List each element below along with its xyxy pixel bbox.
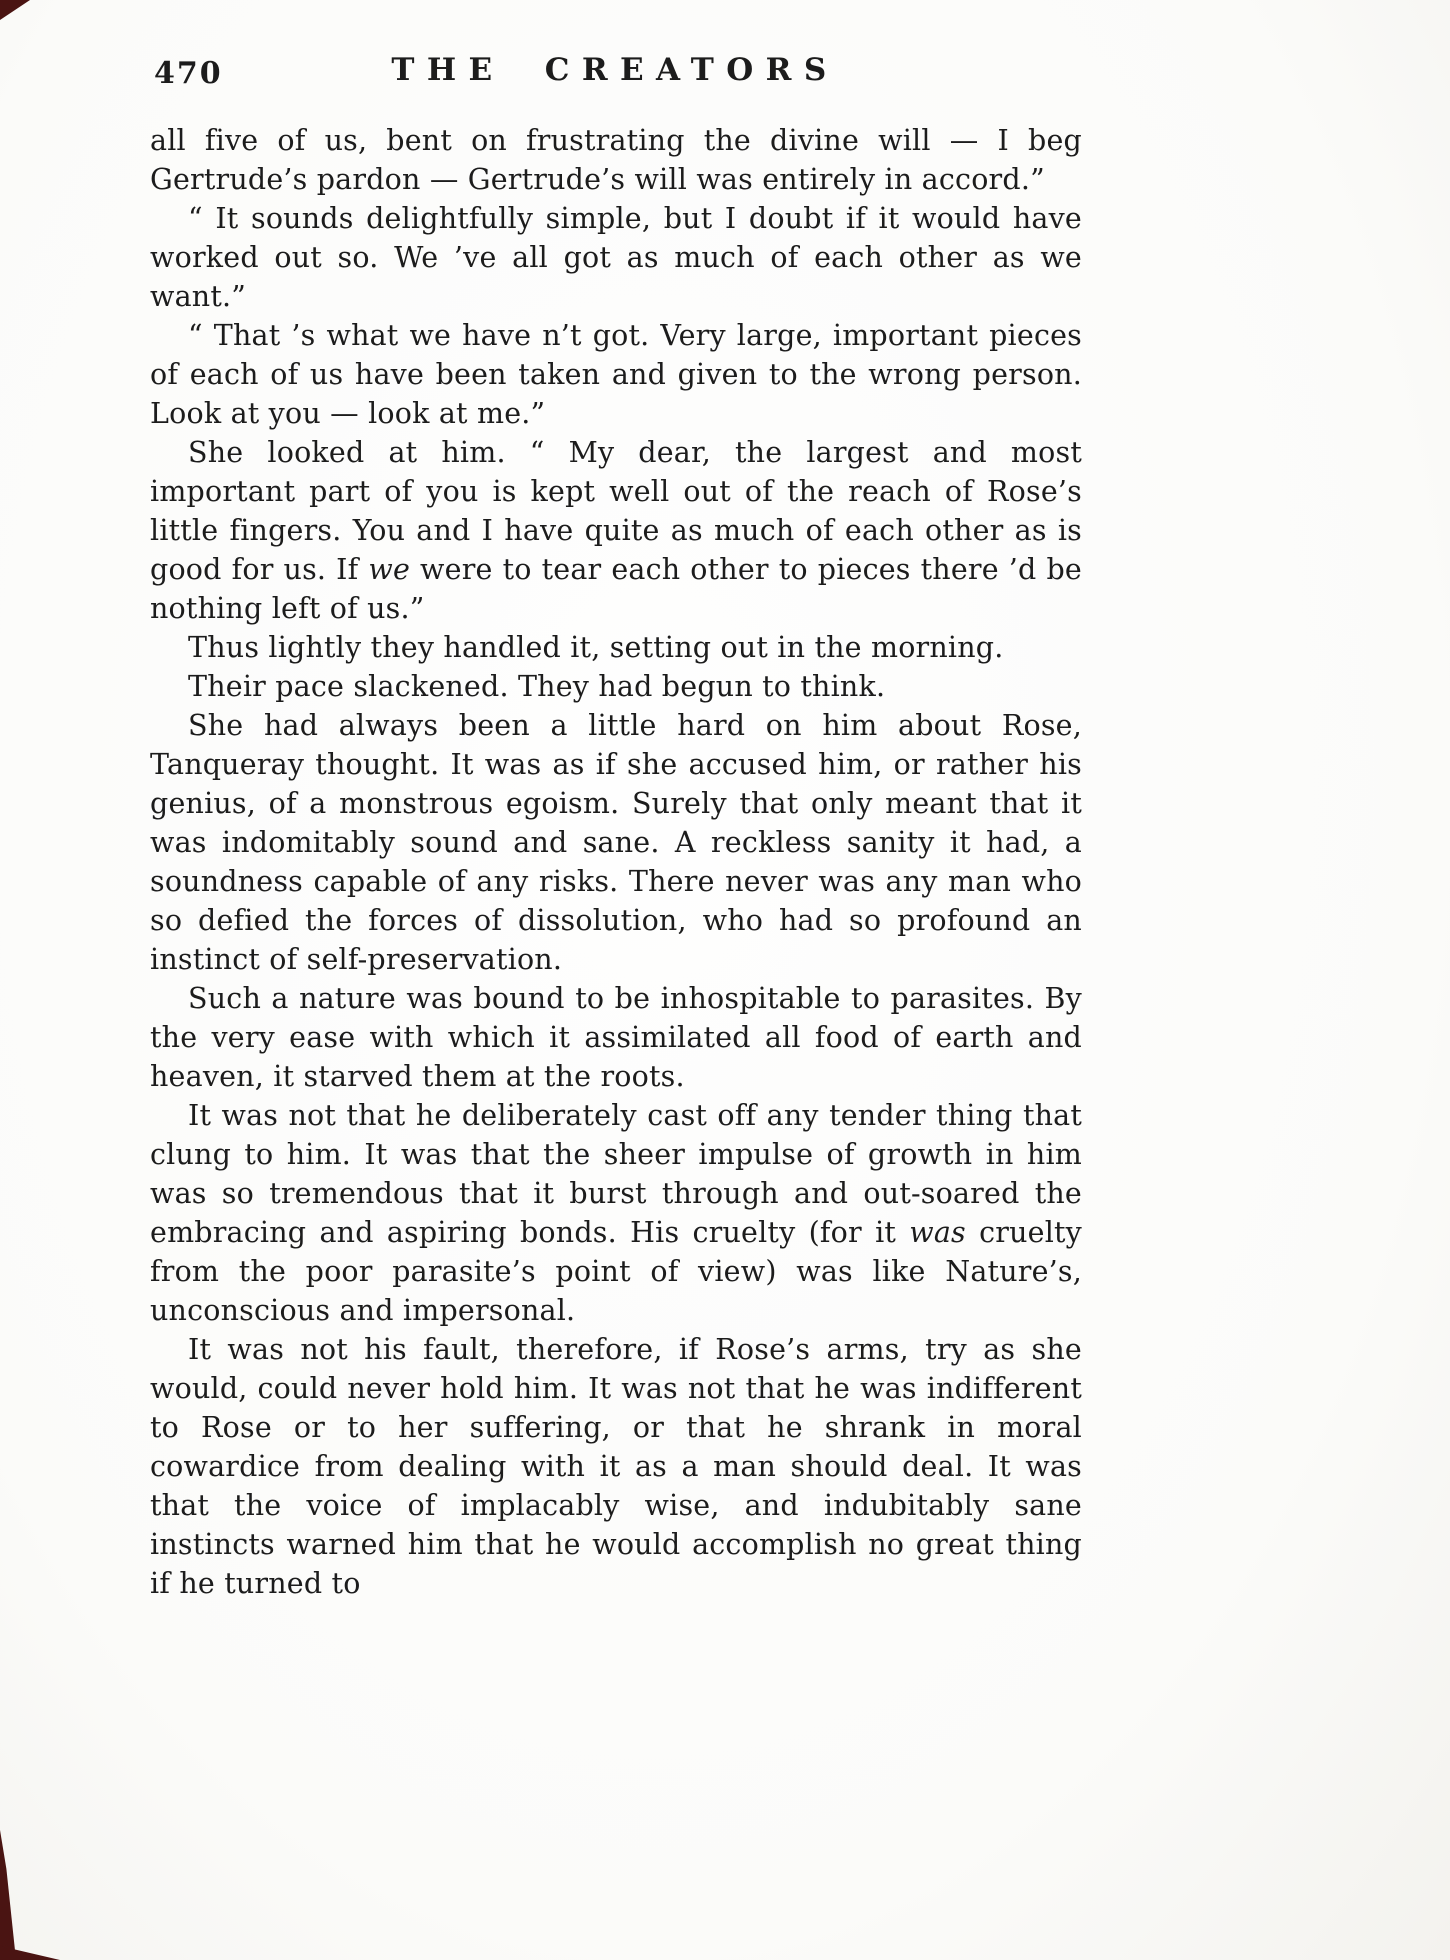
paragraph: [150, 667, 1082, 706]
paragraph: [150, 121, 1082, 199]
text-run: She looked at him. “ My dear, the largest and most important part of you is kept well out of the reach of Rose’s little fingers. You and I have quite as much of each other as is good for us. If: [150, 436, 1082, 586]
text-run: She had always been a little hard on him about Rose, Tanqueray thought. It was as if she accused him, or rather his genius, of a monstrous egoism. Surely that only meant that it was indomitably sound and sane. A reckless sanity it had, a soundness capable of any risks. There never was any man who so defied the forces of dissolution, who had so profound an instinct of self-preservation.: [150, 709, 1082, 976]
paragraph: [150, 628, 1082, 667]
text-run: Thus lightly they handled it, setting out in the morning.: [188, 631, 1004, 664]
paragraph: [150, 199, 1082, 316]
running-title: THE CREATORS: [391, 52, 839, 88]
text-run: cruelty from the poor parasite’s point of view) was like Nature’s, unconscious and impersonal.: [150, 1216, 1082, 1327]
text-run: were to tear each other to pieces there ’d be nothing left of us.”: [150, 553, 1083, 625]
text-run: “ That ’s what we have n’t got. Very large, important pieces of each of us have been taken and given to the wrong person. Look at you — look at me.”: [150, 319, 1082, 430]
paragraph: [150, 1330, 1082, 1603]
page-number: 470: [154, 56, 223, 91]
page-header: [150, 52, 1080, 96]
text-run: “ It sounds delightfully simple, but I doubt if it would have worked out so. We ’ve all got as much of each other as we want.”: [150, 202, 1082, 313]
paragraph: [150, 706, 1082, 979]
body-text: [150, 121, 1082, 1603]
scan-artifact-bottom-left: [0, 1830, 16, 1960]
text-run: It was not his fault, therefore, if Rose’s arms, try as she would, could never hold him. It was not that he was indifferent to Rose or to her suffering, or that he shrank in moral cowardice from dealing with it as a man should deal. It was that the voice of implacably wise, and indubitably sane instincts warned him that he would accomplish no great thing if he turned to: [150, 1333, 1082, 1600]
paragraph: [150, 1096, 1082, 1330]
italic-text: we: [368, 553, 411, 586]
paragraph: [150, 316, 1082, 433]
paragraph: [150, 979, 1082, 1096]
paragraph: [150, 433, 1082, 628]
italic-text: was: [909, 1216, 966, 1249]
text-run: Such a nature was bound to be inhospitable to parasites. By the very ease with which it assimilated all food of earth and heaven, it starved them at the roots.: [150, 982, 1082, 1093]
text-run: Their pace slackened. They had begun to think.: [188, 670, 886, 703]
text-run: It was not that he deliberately cast off any tender thing that clung to him. It was that the sheer impulse of growth in him was so tremendous that it burst through and out-soared the embracing and aspiring bonds. His cruelty (for it: [150, 1099, 1082, 1249]
text-run: all five of us, bent on frustrating the divine will — I beg Gertrude’s pardon — Gertrude’s will was entirely in accord.”: [150, 124, 1082, 196]
scan-artifact-top-left: [0, 0, 30, 20]
